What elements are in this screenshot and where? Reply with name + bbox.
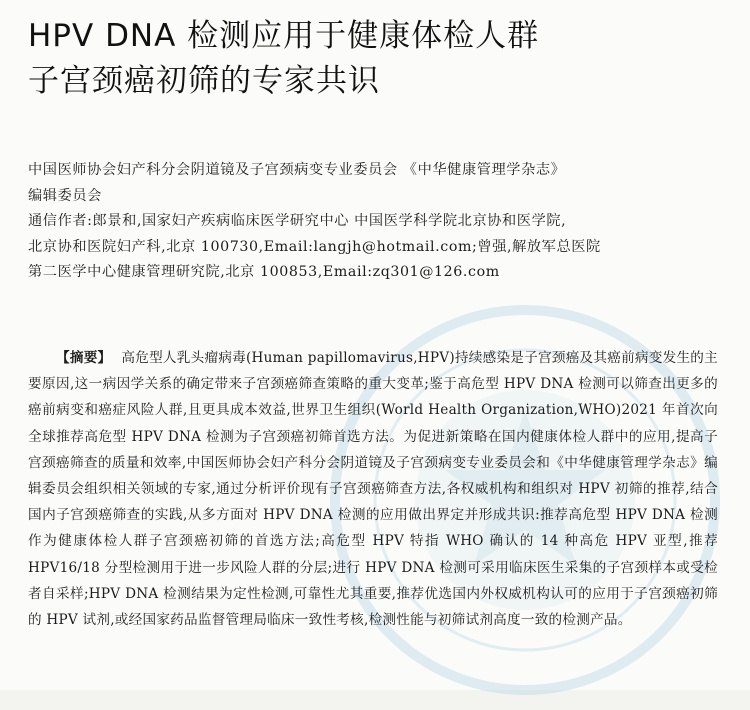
author-line-5: 第二医学中心健康管理研究院,北京 100853,Email:zq301@126.com bbox=[28, 264, 500, 280]
article-title bbox=[28, 14, 728, 104]
title-line-1: HPV DNA 检测应用于健康体检人群 bbox=[28, 18, 540, 54]
author-line-2: 编辑委员会 bbox=[28, 187, 102, 204]
abstract-paragraph bbox=[28, 345, 718, 633]
abstract-text: 高危型人乳头瘤病毒(Human papillomavirus,HPV)持续感染是子宫颈癌及其癌前病变发生的主要原因,这一病因学关系的确定带来子宫颈癌筛查策略的重大变革;鉴于高危型 HPV DNA 检测可以筛查出更多的癌前病变和癌症风险人群,且更具成本效益,世界卫生组织(World Health Organization,WHO)2021 年首次向全球推荐高危型 HPV DNA 检测为子宫颈癌初筛首选方法。为促进新策略在国内健康体检人群中的应用,提高子宫颈癌筛查的质量和效率,中国医师协会妇产科分会阴道镜及子宫颈病变专业委员会和《中华健康管理学杂志》编辑委员会组织相关领域的专家,通过分析评价现有子宫颈癌筛查方法,各权威机构和组织对 HPV 初筛的推荐,结合国内子宫颈癌筛查的实践,从多方面对 HPV DNA 检测的应用做出界定并形成共识:推荐高危型 HPV DNA 检测作为健康体检人群子宫颈癌初筛的首选方法;高危型 HPV 特指 WHO 确认的 14 种高危 HPV 亚型,推荐 HPV16/18 分型检测用于进一步风险人群的分层;进行 HPV DNA 检测可采用临床医生采集的子宫颈样本或受检者自采样;HPV DNA 检测结果为定性检测,可靠性尤其重要,推荐优选国内外权威机构认可的应用于子宫颈癌初筛的 HPV 试剂,或经国家药品监督管理局临床一致性考核,检测性能与初筛试剂高度一致的检测产品。 bbox=[28, 350, 718, 629]
title-line-2: 子宫颈癌初筛的专家共识 bbox=[28, 63, 380, 99]
abstract-label: 【摘要】 bbox=[56, 350, 112, 366]
author-line-1: 中国医师协会妇产科分会阴道镜及子宫颈病变专业委员会 《中华健康管理学杂志》 bbox=[28, 162, 566, 178]
author-affiliations bbox=[28, 158, 728, 286]
author-line-3: 通信作者:郎景和,国家妇产疾病临床医学研究中心 中国医学科学院北京协和医学院, bbox=[28, 213, 567, 229]
author-line-4: 北京协和医院妇产科,北京 100730,Email:langjh@hotmail.com;曾强,解放军总医院 bbox=[28, 238, 601, 255]
